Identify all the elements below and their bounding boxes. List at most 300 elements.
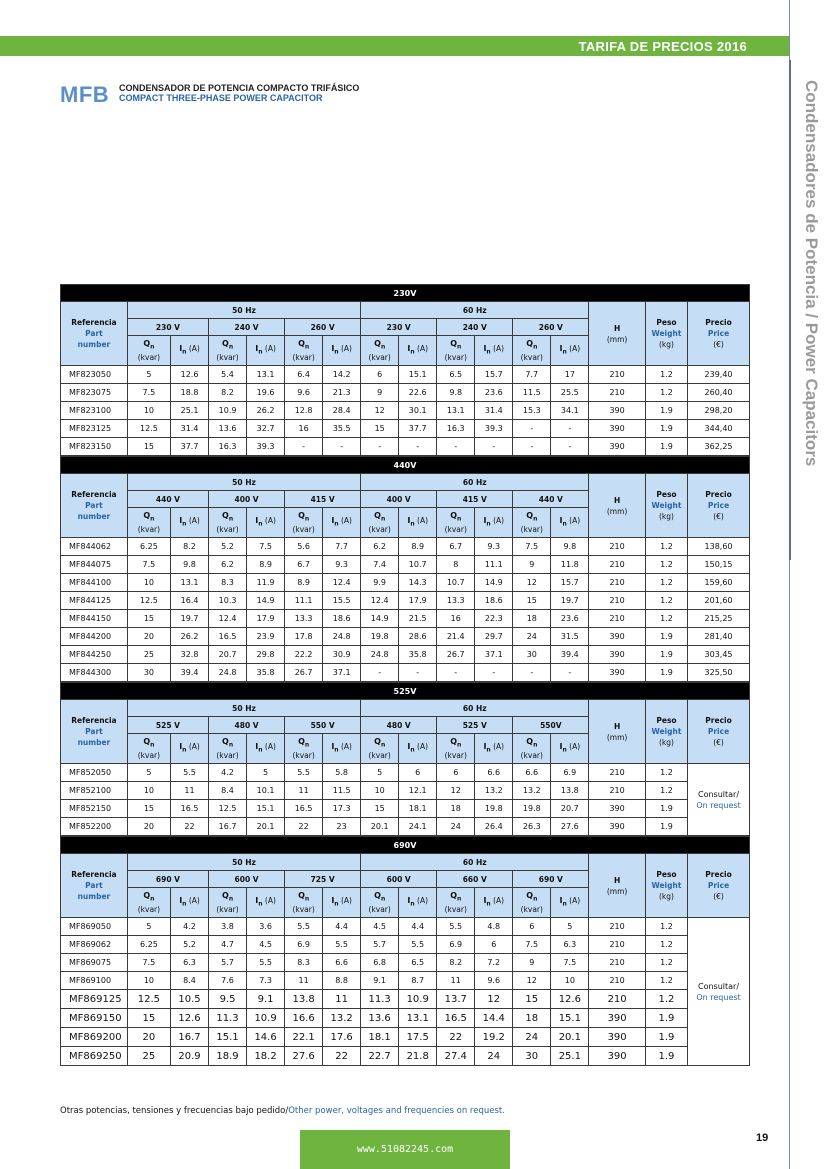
in-unit: (A) xyxy=(569,344,581,354)
part-number: MF844125 xyxy=(61,592,128,610)
weight-unit: (kg) xyxy=(658,340,674,349)
table-cell: 16.7 xyxy=(209,818,247,836)
qn-symbol: Q xyxy=(450,510,457,520)
table-cell: 5.5 xyxy=(247,954,285,972)
table-cell: 12.8 xyxy=(285,402,323,420)
price-header-blank xyxy=(688,302,750,366)
table-cell: 344,40 xyxy=(688,420,750,438)
table-cell: 6.25 xyxy=(127,538,170,556)
footnote-en: Other power, voltages and frequencies on request. xyxy=(288,1106,505,1116)
table-cell: 35.5 xyxy=(323,420,361,438)
weight-label-es: Peso xyxy=(656,870,677,879)
qn-unit: (kvar) xyxy=(216,905,239,915)
table-cell: 13.1 xyxy=(399,1009,437,1028)
table-cell: 1.9 xyxy=(645,402,687,420)
ref-header-blank xyxy=(61,700,128,764)
qn-unit: (kvar) xyxy=(368,525,391,535)
table-cell: 17.6 xyxy=(323,1028,361,1047)
qn-header xyxy=(437,508,475,538)
table-row xyxy=(61,646,750,664)
table-cell: 4.7 xyxy=(209,936,247,954)
table-cell: 20.1 xyxy=(361,818,399,836)
qn-unit: (kvar) xyxy=(292,751,315,761)
qn-header xyxy=(361,888,399,918)
qn-header xyxy=(437,888,475,918)
qn-subscript: n xyxy=(380,515,386,523)
h-unit: (mm) xyxy=(606,506,628,516)
in-symbol: I xyxy=(255,742,259,752)
table-cell: - xyxy=(285,438,323,456)
table-cell: 22.1 xyxy=(285,1028,323,1047)
in-symbol: I xyxy=(407,896,411,906)
part-number: MF852200 xyxy=(61,818,128,836)
table-cell: 9.1 xyxy=(361,972,399,990)
table-cell: 25.1 xyxy=(171,402,209,420)
qn-subscript: n xyxy=(533,343,538,351)
table-cell: 24 xyxy=(475,1047,513,1066)
table-cell: 6.2 xyxy=(361,538,399,556)
qn-subscript: n xyxy=(457,741,462,749)
table-cell: 9.6 xyxy=(285,384,323,402)
table-row xyxy=(61,402,750,420)
price-label-en: Price xyxy=(707,329,730,338)
in-header xyxy=(475,508,513,538)
in-header xyxy=(247,508,285,538)
table-row xyxy=(61,538,750,556)
table-cell: 20.7 xyxy=(209,646,247,664)
table-cell: 5 xyxy=(361,764,399,782)
table-cell: 12.4 xyxy=(323,574,361,592)
price-on-request xyxy=(688,918,750,1066)
weight-label-en: Weight xyxy=(651,329,682,338)
ref-header-blank xyxy=(61,854,128,918)
in-header xyxy=(171,734,209,764)
part-number: MF844300 xyxy=(61,664,128,682)
part-number: MF869050 xyxy=(61,918,128,936)
in-unit: (A) xyxy=(264,516,276,526)
table-cell: 303,45 xyxy=(688,646,750,664)
qn-subscript: n xyxy=(304,515,310,523)
part-number: MF844062 xyxy=(61,538,128,556)
table-cell: 13.8 xyxy=(551,782,589,800)
price-table-525v xyxy=(60,682,750,836)
weight-label-es: Peso xyxy=(656,716,677,725)
h-unit: (mm) xyxy=(606,334,628,344)
table-row xyxy=(61,818,750,836)
table-cell: 9 xyxy=(361,384,399,402)
table-cell: 15.3 xyxy=(513,402,551,420)
table-cell: 1.9 xyxy=(645,420,687,438)
qn-header xyxy=(361,336,399,366)
table-cell: 15.1 xyxy=(399,366,437,384)
part-number: MF869200 xyxy=(61,1028,128,1047)
table-cell: 24.8 xyxy=(209,664,247,682)
ref-label-en1: Part xyxy=(85,501,103,510)
table-cell: 390 xyxy=(589,402,646,420)
part-number: MF844200 xyxy=(61,628,128,646)
in-unit: (A) xyxy=(264,742,276,752)
qn-subscript: n xyxy=(228,515,234,523)
table-cell: 390 xyxy=(589,664,646,682)
table-cell: 20.1 xyxy=(551,1028,589,1047)
table-cell: 6.9 xyxy=(551,764,589,782)
h-header-blank xyxy=(589,302,646,366)
table-cell: - xyxy=(551,664,589,682)
table-cell: 7.7 xyxy=(513,366,551,384)
in-header xyxy=(247,734,285,764)
h-label: H xyxy=(613,875,621,885)
in-symbol: I xyxy=(483,896,487,906)
table-cell: 150,15 xyxy=(688,556,750,574)
table-cell: - xyxy=(323,438,361,456)
table-cell: 15 xyxy=(513,990,551,1009)
qn-unit: (kvar) xyxy=(368,353,391,363)
table-cell: 30.1 xyxy=(399,402,437,420)
table-cell: 13.1 xyxy=(171,574,209,592)
price-header-blank xyxy=(688,700,750,764)
in-header xyxy=(323,888,361,918)
table-cell: 14.9 xyxy=(361,610,399,628)
table-cell: 16.7 xyxy=(171,1028,209,1047)
qn-subscript: n xyxy=(304,343,310,351)
voltage-60hz-header: 525 V xyxy=(437,717,513,734)
table-cell: 19.8 xyxy=(513,800,551,818)
in-header xyxy=(399,888,437,918)
table-cell: 201,60 xyxy=(688,592,750,610)
table-cell: 26.7 xyxy=(285,664,323,682)
table-cell: 11.5 xyxy=(513,384,551,402)
qn-symbol: Q xyxy=(298,338,305,348)
page-number: 19 xyxy=(756,1132,769,1144)
table-cell: 19.8 xyxy=(361,628,399,646)
table-cell: 5.8 xyxy=(323,764,361,782)
table-cell: 6 xyxy=(437,764,475,782)
table-cell: 8.9 xyxy=(247,556,285,574)
table-cell: 9.9 xyxy=(361,574,399,592)
in-unit: (A) xyxy=(569,896,581,906)
table-cell: 159,60 xyxy=(688,574,750,592)
qn-subscript: n xyxy=(380,741,386,749)
qn-symbol: Q xyxy=(143,510,151,520)
table-cell: 6.6 xyxy=(323,954,361,972)
price-on-request xyxy=(688,764,750,836)
table-cell: 10 xyxy=(551,972,589,990)
table-cell: 12 xyxy=(361,402,399,420)
table-cell: 210 xyxy=(589,954,646,972)
qn-header xyxy=(127,888,170,918)
qn-unit: (kvar) xyxy=(292,905,315,915)
table-cell: 20 xyxy=(127,628,170,646)
table-cell: 8.3 xyxy=(209,574,247,592)
h-label: H xyxy=(613,721,621,731)
ref-label-es: Referencia xyxy=(71,716,117,725)
price-unit: (€) xyxy=(713,738,724,747)
table-cell: 390 xyxy=(589,438,646,456)
table-cell: 17.3 xyxy=(323,800,361,818)
table-cell: 5.4 xyxy=(209,366,247,384)
in-subscript: n xyxy=(486,348,491,356)
table-cell: 390 xyxy=(589,420,646,438)
table-cell: 9.3 xyxy=(475,538,513,556)
qn-unit: (kvar) xyxy=(444,353,467,363)
table-cell: 281,40 xyxy=(688,628,750,646)
weight-unit: (kg) xyxy=(658,738,674,747)
in-unit: (A) xyxy=(493,344,505,354)
voltage-60hz-header: 440 V xyxy=(513,491,589,508)
table-cell: 21.5 xyxy=(399,610,437,628)
weight-label-en: Weight xyxy=(651,501,682,510)
table-cell: 39.3 xyxy=(475,420,513,438)
table-cell: - xyxy=(437,664,475,682)
in-symbol: I xyxy=(331,742,335,752)
table-cell: 15.5 xyxy=(323,592,361,610)
table-cell: 210 xyxy=(589,782,646,800)
part-number: MF844150 xyxy=(61,610,128,628)
table-cell: 210 xyxy=(589,592,646,610)
in-unit: (A) xyxy=(340,742,352,752)
table-cell: 1.2 xyxy=(645,972,687,990)
table-cell: 9.3 xyxy=(323,556,361,574)
table-cell: 26.4 xyxy=(475,818,513,836)
table-cell: 20 xyxy=(127,818,170,836)
table-cell: - xyxy=(437,438,475,456)
freq-60hz-header: 60 Hz xyxy=(361,474,589,491)
table-cell: 10 xyxy=(127,402,170,420)
table-cell: 23 xyxy=(323,818,361,836)
voltage-50hz-header: 440 V xyxy=(127,491,208,508)
table-cell: 4.2 xyxy=(209,764,247,782)
table-cell: 27.6 xyxy=(551,818,589,836)
in-subscript: n xyxy=(182,348,187,356)
qn-symbol: Q xyxy=(222,890,229,900)
price-header-blank xyxy=(688,854,750,918)
table-cell: 1.9 xyxy=(645,646,687,664)
freq-50hz-header: 50 Hz xyxy=(127,302,360,319)
table-cell: 10 xyxy=(127,782,170,800)
qn-symbol: Q xyxy=(526,338,534,348)
qn-subscript: n xyxy=(150,741,155,749)
price-label-es: Precio xyxy=(705,716,732,725)
qn-subscript: n xyxy=(457,895,462,903)
table-cell: 15 xyxy=(361,420,399,438)
ref-label-en1: Part xyxy=(85,881,103,890)
table-cell: 5.5 xyxy=(437,918,475,936)
table-row xyxy=(61,574,750,592)
part-number: MF823075 xyxy=(61,384,128,402)
in-header xyxy=(399,734,437,764)
table-cell: 11 xyxy=(285,972,323,990)
table-cell: 8.3 xyxy=(285,954,323,972)
footnote-es: Otras potencias, tensiones y frecuencias bajo pedido/ xyxy=(60,1106,289,1116)
qn-header xyxy=(513,734,551,764)
qn-header xyxy=(209,734,247,764)
table-cell: 18.2 xyxy=(247,1047,285,1066)
table-cell: 390 xyxy=(589,1047,646,1066)
table-cell: 8.7 xyxy=(399,972,437,990)
part-number: MF852050 xyxy=(61,764,128,782)
table-cell: - xyxy=(475,664,513,682)
table-cell: 20.7 xyxy=(551,800,589,818)
table-cell: 7.2 xyxy=(475,954,513,972)
qn-unit: (kvar) xyxy=(520,525,543,535)
ref-label-en2: number xyxy=(77,892,111,901)
in-subscript: n xyxy=(258,900,263,908)
table-cell: 1.9 xyxy=(645,438,687,456)
qn-symbol: Q xyxy=(222,736,229,746)
table-cell: 5 xyxy=(551,918,589,936)
part-number: MF823100 xyxy=(61,402,128,420)
qn-symbol: Q xyxy=(450,890,457,900)
in-symbol: I xyxy=(483,516,487,526)
in-unit: (A) xyxy=(417,344,429,354)
table-cell: - xyxy=(361,664,399,682)
table-row xyxy=(61,366,750,384)
price-label-es: Precio xyxy=(705,490,732,499)
voltage-50hz-header: 600 V xyxy=(209,871,285,888)
qn-symbol: Q xyxy=(374,736,381,746)
table-cell: 7.3 xyxy=(247,972,285,990)
price-tables xyxy=(60,284,750,1066)
in-unit: (A) xyxy=(493,742,505,752)
voltage-60hz-header: 660 V xyxy=(437,871,513,888)
part-number: MF869075 xyxy=(61,954,128,972)
qn-symbol: Q xyxy=(450,736,457,746)
in-unit: (A) xyxy=(569,742,581,752)
product-title-es: CONDENSADOR DE POTENCIA COMPACTO TRIFÁSICO xyxy=(119,83,360,93)
table-cell: 13.1 xyxy=(437,402,475,420)
in-header xyxy=(323,734,361,764)
price-label-es: Precio xyxy=(705,318,732,327)
table-cell: 21.3 xyxy=(323,384,361,402)
table-cell: 9.8 xyxy=(551,538,589,556)
table-cell: 6.3 xyxy=(551,936,589,954)
table-cell: 10 xyxy=(127,574,170,592)
table-cell: 11 xyxy=(171,782,209,800)
table-cell: 6.9 xyxy=(285,936,323,954)
in-symbol: I xyxy=(331,896,335,906)
table-cell: 37.1 xyxy=(475,646,513,664)
in-unit: (A) xyxy=(493,896,505,906)
in-symbol: I xyxy=(179,344,183,354)
table-cell: 22 xyxy=(323,1047,361,1066)
voltage-60hz-header: 415 V xyxy=(437,491,513,508)
in-header xyxy=(171,508,209,538)
table-cell: 14.4 xyxy=(475,1009,513,1028)
qn-header xyxy=(285,888,323,918)
table-cell: 1.2 xyxy=(645,782,687,800)
table-cell: 39.4 xyxy=(171,664,209,682)
table-cell: - xyxy=(399,438,437,456)
table-cell: 8.4 xyxy=(171,972,209,990)
in-unit: (A) xyxy=(417,896,429,906)
table-cell: 12.6 xyxy=(171,366,209,384)
table-cell: 11.1 xyxy=(285,592,323,610)
in-subscript: n xyxy=(182,900,187,908)
table-cell: 298,20 xyxy=(688,402,750,420)
table-cell: 9 xyxy=(513,556,551,574)
in-header xyxy=(399,336,437,366)
table-cell: 12.1 xyxy=(399,782,437,800)
voltage-50hz-header: 260 V xyxy=(285,319,361,336)
table-cell: 22 xyxy=(171,818,209,836)
table-cell: 5.6 xyxy=(285,538,323,556)
in-symbol: I xyxy=(331,516,335,526)
table-cell: 32.7 xyxy=(247,420,285,438)
table-cell: 11.9 xyxy=(247,574,285,592)
table-cell: 4.8 xyxy=(475,918,513,936)
product-title-en: COMPACT THREE-PHASE POWER CAPACITOR xyxy=(119,93,323,103)
voltage-50hz-header: 550 V xyxy=(285,717,361,734)
qn-unit: (kvar) xyxy=(444,751,467,761)
ref-label-es: Referencia xyxy=(71,870,117,879)
qn-subscript: n xyxy=(533,515,538,523)
h-header-blank xyxy=(589,854,646,918)
table-row xyxy=(61,1009,750,1028)
table-row xyxy=(61,782,750,800)
in-header xyxy=(551,734,589,764)
qn-subscript: n xyxy=(457,343,462,351)
table-row xyxy=(61,990,750,1009)
table-cell: 11.8 xyxy=(551,556,589,574)
table-cell: 210 xyxy=(589,990,646,1009)
qn-symbol: Q xyxy=(526,736,534,746)
h-unit: (mm) xyxy=(606,886,628,896)
table-cell: 1.9 xyxy=(645,800,687,818)
table-row xyxy=(61,610,750,628)
in-unit: (A) xyxy=(340,516,352,526)
qn-symbol: Q xyxy=(526,890,534,900)
table-cell: 7.5 xyxy=(127,556,170,574)
in-header xyxy=(171,336,209,366)
website-band xyxy=(300,1130,510,1169)
in-unit: (A) xyxy=(188,896,200,906)
table-row xyxy=(61,1047,750,1066)
table-cell: 26.3 xyxy=(513,818,551,836)
table-cell: 10.1 xyxy=(247,782,285,800)
voltage-60hz-header: 690 V xyxy=(513,871,589,888)
table-cell: 28.6 xyxy=(399,628,437,646)
table-cell: 10.7 xyxy=(437,574,475,592)
price-table-440v xyxy=(60,456,750,682)
table-cell: 1.9 xyxy=(645,628,687,646)
in-symbol: I xyxy=(179,516,183,526)
qn-subscript: n xyxy=(228,741,234,749)
qn-unit: (kvar) xyxy=(137,525,161,535)
weight-unit: (kg) xyxy=(658,892,674,901)
table-cell: 19.2 xyxy=(475,1028,513,1047)
table-cell: 27.4 xyxy=(437,1047,475,1066)
table-cell: 11.1 xyxy=(475,556,513,574)
in-symbol: I xyxy=(559,516,563,526)
table-cell: 24.8 xyxy=(323,628,361,646)
in-subscript: n xyxy=(334,746,339,754)
ref-label-en1: Part xyxy=(85,727,103,736)
voltage-band-title: 440V xyxy=(61,457,750,474)
table-cell: 6.5 xyxy=(437,366,475,384)
table-row xyxy=(61,556,750,574)
ref-label-es: Referencia xyxy=(71,490,117,499)
table-cell: 390 xyxy=(589,628,646,646)
table-cell: 21.4 xyxy=(437,628,475,646)
in-symbol: I xyxy=(407,344,411,354)
table-cell: 215,25 xyxy=(688,610,750,628)
price-unit: (€) xyxy=(713,892,724,901)
qn-header xyxy=(127,508,170,538)
part-number: MF869100 xyxy=(61,972,128,990)
website-link[interactable]: www.51082245.com xyxy=(356,1144,454,1155)
table-cell: 7.5 xyxy=(127,954,170,972)
in-symbol: I xyxy=(407,742,411,752)
